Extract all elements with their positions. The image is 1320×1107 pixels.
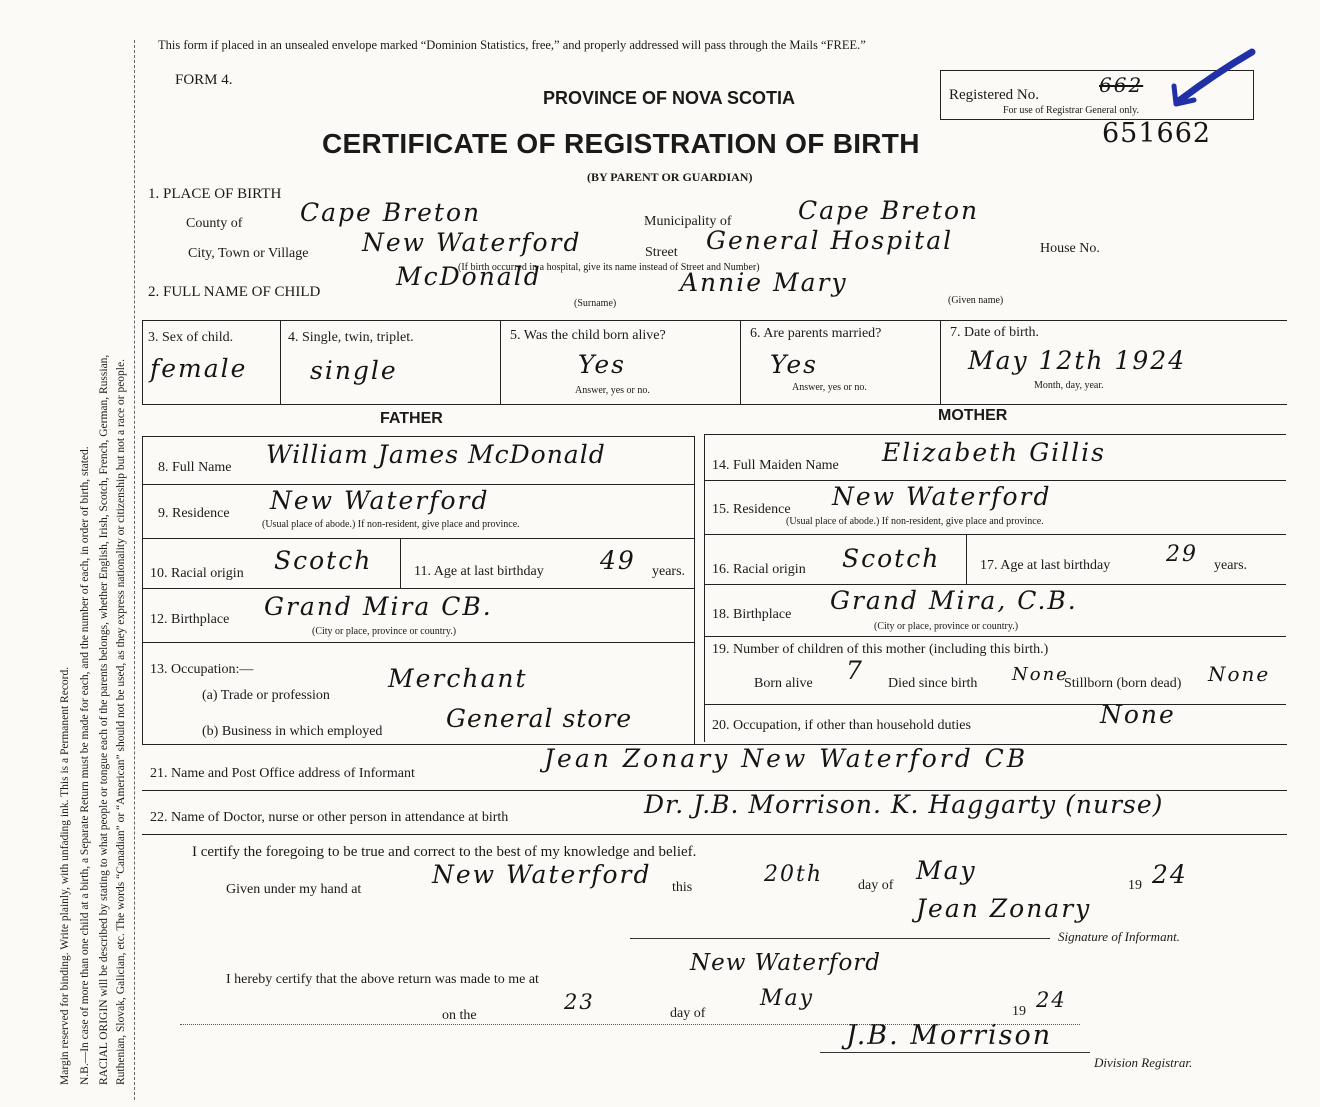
municipality-value: Cape Breton	[798, 196, 980, 225]
father-grid-line	[142, 538, 694, 539]
registrar-month-value: May	[760, 986, 815, 1011]
mother-residence-label: 15. Residence	[712, 502, 791, 517]
box-border	[280, 320, 281, 404]
informant-label: 21. Name and Post Office address of Informant	[150, 766, 415, 781]
child-name-label: 2. FULL NAME OF CHILD	[148, 284, 321, 300]
sex-value: female	[150, 354, 248, 383]
died-since-birth-value: None	[1012, 664, 1069, 685]
registrar-signature: J.B. Morrison	[846, 1020, 1053, 1051]
registrar-note: For use of Registrar General only.	[1003, 105, 1139, 116]
sex-label: 3. Sex of child.	[148, 330, 234, 345]
box-border	[142, 320, 143, 404]
registrar-signature-line	[820, 1052, 1090, 1053]
box-border	[740, 320, 741, 404]
signature-line	[630, 938, 1050, 939]
father-grid-line	[142, 588, 694, 589]
father-grid-line	[142, 436, 694, 437]
registrar-day-value: 23	[564, 990, 595, 1014]
county-label: County of	[186, 216, 243, 231]
father-name-value: William James McDonald	[266, 440, 606, 469]
hospital-note: (If birth occurred in a hospital, give its name instead of Street and Number)	[458, 262, 760, 273]
father-occupation-label: 13. Occupation:—	[150, 662, 254, 677]
mother-age-unit: years.	[1214, 558, 1248, 573]
mother-grid-line	[704, 584, 1286, 585]
registrar-statement: I hereby certify that the above return was made to me at	[226, 972, 539, 987]
mother-birthplace-label: 18. Birthplace	[712, 607, 792, 622]
page-title: CERTIFICATE OF REGISTRATION OF BIRTH	[322, 128, 920, 159]
mother-racial-age-divider	[966, 534, 967, 584]
margin-fold-line	[134, 40, 135, 1100]
informant-signature: Jean Zonary	[916, 894, 1092, 923]
mother-residence-value: New Waterford	[832, 482, 1052, 511]
informant-value: Jean Zonary New Waterford CB	[544, 744, 1029, 773]
mother-grid-line	[704, 534, 1286, 535]
born-alive-value: Yes	[578, 350, 626, 379]
father-age-label: 11. Age at last birthday	[414, 564, 544, 579]
mother-grid-line	[704, 636, 1286, 637]
margin-note-multiple-births: N.B.—In case of more than one child at a birth, a Separate Return must be made for each, and the number of each, in order of birth, stated.	[79, 446, 91, 1085]
given-place-value: New Waterford	[432, 860, 652, 889]
margin-note-racial-origin-cont: Ruthenian, Slovak, Galician, etc. The words “Canadian” or “American” should not be used, as they express nationality or citizenship but not a race or people.	[115, 359, 127, 1085]
registrar-on-the-label: on the	[442, 1008, 477, 1023]
mother-racial-origin-label: 16. Racial origin	[712, 562, 806, 577]
registered-label: Registered No.	[949, 87, 1039, 103]
plurality-label: 4. Single, twin, triplet.	[288, 330, 414, 345]
street-label: Street	[645, 245, 678, 260]
mother-grid-line	[704, 704, 1286, 705]
form-number: FORM 4.	[175, 72, 233, 88]
given-under-hand-label: Given under my hand at	[226, 882, 362, 897]
attendant-value: Dr. J.B. Morrison. K. Haggarty (nurse)	[644, 790, 1164, 819]
child-given-name-value: Annie Mary	[680, 268, 848, 297]
mother-birthplace-value: Grand Mira, C.B.	[830, 586, 1078, 615]
father-birthplace-value: Grand Mira CB.	[264, 592, 493, 621]
father-grid-line	[142, 642, 694, 643]
margin-note-racial-origin: RACIAL ORIGIN will be described by stating to what people or tongue each of the parents belongs, whether English, Irish, Scotch, French, German, Russian,	[98, 354, 110, 1085]
born-alive-count-value: 7	[846, 656, 864, 685]
margin-note-binding: Margin reserved for binding. Write plainly, with unfading ink. This is a Permanent Record.	[59, 666, 71, 1085]
street-value: General Hospital	[706, 226, 954, 255]
this-label: this	[672, 880, 693, 895]
certify-statement: I certify the foregoing to be true and correct to the best of my knowledge and belief.	[192, 844, 697, 860]
mother-age-label: 17. Age at last birthday	[980, 558, 1111, 573]
father-racial-origin-label: 10. Racial origin	[150, 566, 244, 581]
box-border	[500, 320, 501, 404]
father-residence-label: 9. Residence	[158, 506, 230, 521]
father-left-border	[142, 436, 143, 744]
father-trade-value: Merchant	[388, 664, 528, 693]
father-birthplace-note: (City or place, province or country.)	[312, 626, 457, 637]
born-alive-note: Answer, yes or no.	[575, 385, 650, 396]
mother-grid-line	[704, 434, 1286, 435]
city-value: New Waterford	[362, 228, 582, 257]
divider-top-boxes	[142, 320, 1287, 321]
certify-year-prefix: 19	[1128, 878, 1142, 893]
checkmark-arrow-icon	[1168, 48, 1260, 108]
died-since-birth-label: Died since birth	[888, 676, 978, 691]
divider-bottom-boxes	[142, 404, 1287, 405]
registrar-year-prefix: 19	[1012, 1004, 1026, 1019]
born-alive-label: 5. Was the child born alive?	[510, 328, 666, 343]
stamped-number: 651662	[1102, 118, 1212, 149]
parents-married-note: Answer, yes or no.	[792, 382, 867, 393]
father-name-label: 8. Full Name	[158, 460, 232, 475]
certify-day-of-label: day of	[858, 878, 894, 893]
place-of-birth-label: 1. PLACE OF BIRTH	[148, 186, 282, 202]
province-heading: PROVINCE OF NOVA SCOTIA	[543, 88, 796, 108]
mother-age-value: 29	[1166, 542, 1198, 567]
registrar-year-suffix: 24	[1036, 988, 1067, 1012]
mother-grid-line	[704, 480, 1286, 481]
registrar-place-value: New Waterford	[690, 950, 882, 976]
father-residence-value: New Waterford	[270, 486, 490, 515]
house-number-label: House No.	[1040, 241, 1100, 256]
given-name-note: (Given name)	[948, 295, 1004, 306]
father-business-value: General store	[446, 704, 633, 733]
born-alive-count-label: Born alive	[754, 676, 813, 691]
certify-day-value: 20th	[764, 862, 824, 887]
stillborn-label: Stillborn (born dead)	[1064, 676, 1182, 691]
father-heading: FATHER	[380, 410, 443, 427]
father-right-border	[694, 436, 695, 744]
mother-residence-note: (Usual place of abode.) If non-resident, give place and province.	[786, 516, 1044, 527]
father-age-value: 49	[600, 546, 636, 575]
mother-birthplace-note: (City or place, province or country.)	[874, 621, 1019, 632]
father-racial-origin-value: Scotch	[274, 546, 373, 575]
mother-heading: MOTHER	[938, 407, 1008, 424]
father-grid-line	[142, 484, 694, 485]
division-registrar-label: Division Registrar.	[1094, 1055, 1193, 1070]
mother-occupation-label: 20. Occupation, if other than household duties	[712, 718, 971, 733]
mother-children-label: 19. Number of children of this mother (including this birth.)	[712, 642, 1049, 657]
certify-month-value: May	[916, 856, 977, 885]
father-business-label: (b) Business in which employed	[202, 724, 383, 739]
parents-married-label: 6. Are parents married?	[750, 326, 882, 341]
county-value: Cape Breton	[300, 198, 482, 227]
registered-value: 662	[1099, 73, 1144, 97]
father-birthplace-label: 12. Birthplace	[150, 612, 230, 627]
mother-name-label: 14. Full Maiden Name	[712, 458, 839, 473]
registrar-day-of-label: day of	[670, 1006, 706, 1021]
mother-occupation-value: None	[1100, 700, 1176, 729]
page-subtitle: (BY PARENT OR GUARDIAN)	[587, 170, 753, 184]
child-surname-value: McDonald	[396, 262, 542, 291]
surname-note: (Surname)	[574, 298, 617, 309]
municipality-label: Municipality of	[644, 214, 732, 229]
date-of-birth-label: 7. Date of birth.	[950, 325, 1040, 340]
city-label: City, Town or Village	[188, 246, 309, 261]
plurality-value: single	[310, 356, 398, 385]
informant-signature-label: Signature of Informant.	[1058, 929, 1180, 944]
father-trade-label: (a) Trade or profession	[202, 688, 330, 703]
parents-married-value: Yes	[770, 350, 818, 379]
stillborn-value: None	[1208, 662, 1271, 686]
box-border	[940, 320, 941, 404]
date-of-birth-note: Month, day, year.	[1034, 380, 1104, 391]
father-residence-note: (Usual place of abode.) If non-resident, give place and province.	[262, 519, 520, 530]
mother-racial-origin-value: Scotch	[842, 544, 941, 573]
father-age-unit: years.	[652, 564, 686, 579]
mail-notice: This form if placed in an unsealed envelope marked “Dominion Statistics, free,” and properly addressed will pass through the Mails “FREE.”	[158, 38, 866, 52]
father-racial-age-divider	[400, 538, 401, 588]
date-of-birth-value: May 12th 1924	[968, 346, 1187, 375]
divider-attendant	[142, 834, 1287, 835]
mother-name-value: Elizabeth Gillis	[882, 438, 1106, 467]
registrar-dotted-line	[180, 1024, 1080, 1025]
certify-year-suffix: 24	[1152, 860, 1188, 889]
attendant-label: 22. Name of Doctor, nurse or other person in attendance at birth	[150, 810, 509, 825]
